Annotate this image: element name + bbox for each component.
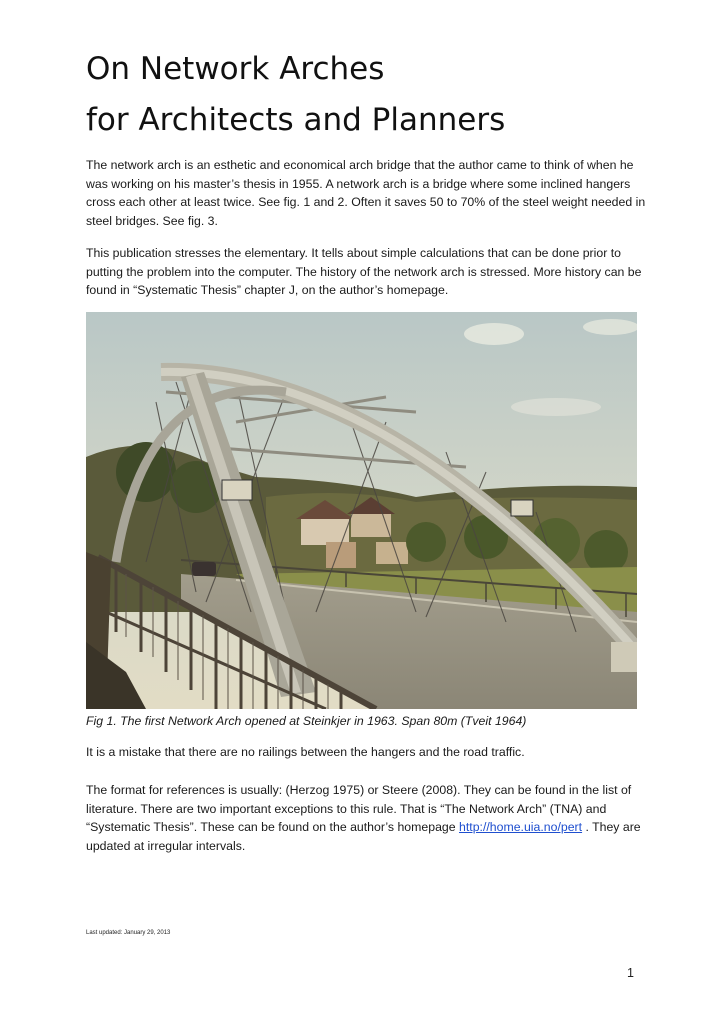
figure-caption: Fig 1. The first Network Arch opened at Steinkjer in 1963. Span 80m (Tveit 1964) [86,714,527,728]
bridge-photo [86,312,637,709]
title-line-1: On Network Arches [86,51,385,87]
page-number: 1 [627,966,634,980]
references-text-end: . They are updated at irregular intervals. [86,820,641,853]
references-paragraph [86,781,646,855]
references-text: The format for references is usually: (Herzog 1975) or Steere (2008). They can be found in the list of literature. There are two important exceptions to this rule. That is “The Network Arch” (TNA) and “Systematic Thesis”. These can be found on the author’s homepage [86,783,632,834]
homepage-link[interactable]: http://home.uia.no/pert [459,820,583,834]
intro-paragraph: The network arch is an esthetic and economical arch bridge that the author came to think of when he was working on his master’s thesis in 1955. A network arch is a bridge where some inclined hangers cross each other at least twice. See fig. 1 and 2. Often it saves 50 to 70% of the steel weight needed in steel bridges. See fig. 3. [86,158,646,228]
title-line-2: for Architects and Planners [86,102,506,138]
last-updated-note: Last updated: January 29, 2013 [86,930,171,936]
document-title [86,44,505,146]
history-paragraph: This publication stresses the elementary. It tells about simple calculations that can be done prior to putting the problem into the computer. The history of the network arch is stressed. More history can be found in “Systematic Thesis” chapter J, on the author’s homepage. [86,246,642,297]
railings-note: It is a mistake that there are no railings between the hangers and the road traffic. [86,745,525,759]
